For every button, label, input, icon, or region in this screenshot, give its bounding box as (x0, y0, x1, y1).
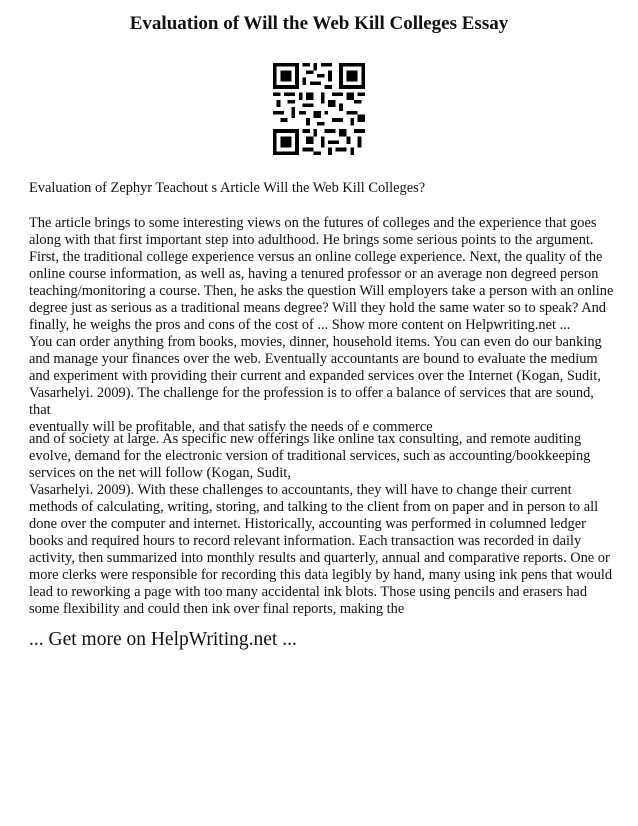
qr-code-icon (273, 63, 365, 155)
body-paragraph-2: and of society at large. As specific new offerings like online tax consulting, and remote auditing evolve, demand for the electronic version of traditional services, such as accounting/bookkeeping services on the net will follow (Kogan, Sudit, Vasarhelyi. 2009). With these challenges to accountants, they will have to change their current methods of calculating, writing, storing, and talking to the client from on paper and in person to all done over the computer and internet. Historically, accounting was performed in columned ledger books and required hours to record relevant information. Each transaction was recorded in daily activity, then summarized into monthly results and quarterly, annual and comparative reports. One or more clerks were responsible for recording this data legibly by hand, many using ink pens that would lead to reworking a page with too many accidental ink blots. Those using pencils and erasers had some flexibility and could then ink over final reports, making the (29, 431, 613, 617)
document-title: Evaluation of Will the Web Kill Colleges Essay (129, 13, 509, 34)
get-more-link[interactable]: ... Get more on HelpWriting.net ... (29, 629, 297, 650)
intro-line: Evaluation of Zephyr Teachout s Article Will the Web Kill Colleges? (29, 180, 426, 196)
body-paragraph-1: The article brings to some interesting views on the futures of colleges and the experience that goes along with that first important step into adulthood. He brings some serious points to the argument. First, the traditional college experience versus an online college experience. Next, the quality of the online course information, as well as, having a tenured professor or an average non degreed person teaching/monitoring a course. Then, he asks the question Will employers take a person with an online degree just as serious as a traditional means degree? Will they hold the same water so to speak? And finally, he weighs the pros and cons of the cost of ... Show more content on Helpwriting.net ... You can order anything from books, movies, dinner, household items. You can even do our banking and manage your finances over the web. Eventually accountants are bound to evaluate the medium and experiment with providing their current and expanded services over the Internet (Kogan, Sudit, Vasarhelyi. 2009). The challenge for the profession is to offer a balance of services that are sound, that eventually will be profitable, and that satisfy the needs of e commerce (29, 215, 614, 435)
